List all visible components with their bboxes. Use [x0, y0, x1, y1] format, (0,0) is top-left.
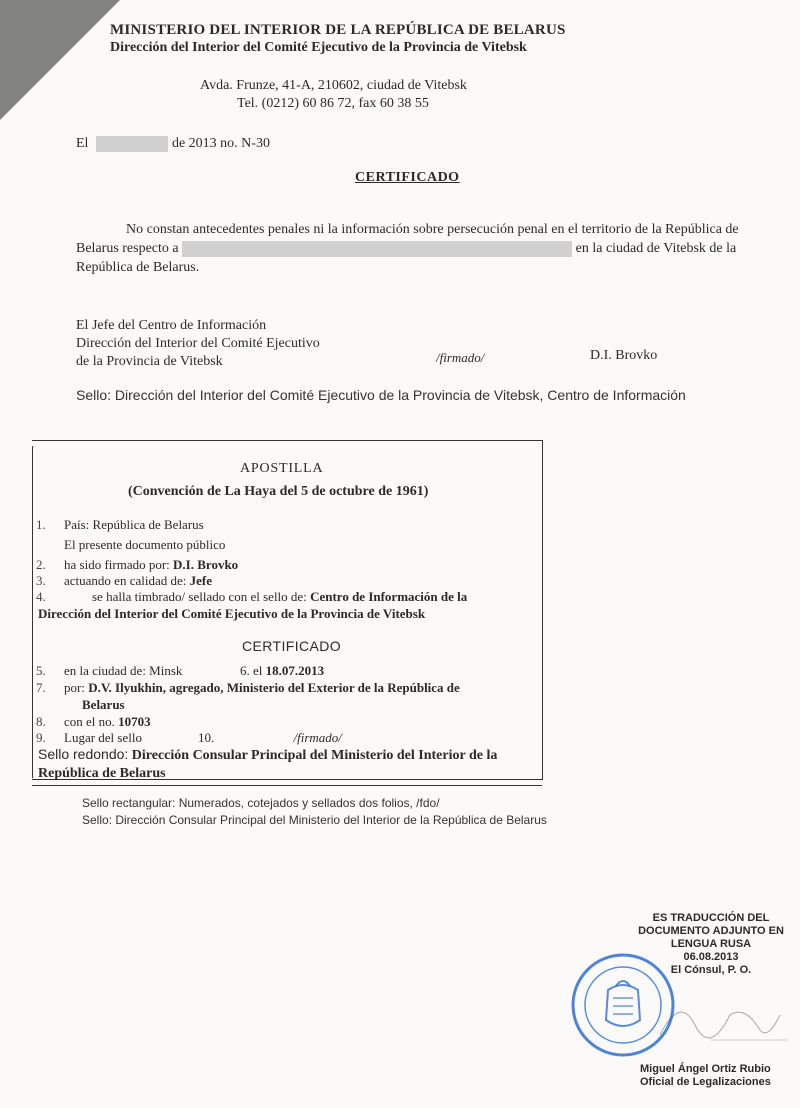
signatory-line-3: de la Provincia de Vitebsk [76, 354, 223, 369]
apostille-subtitle: (Convención de La Haya del 5 de octubre de 1961) [128, 484, 429, 499]
redacted-name [182, 241, 572, 257]
apostille-item-2: 2. ha sido firmado por: D.I. Brovko [36, 557, 239, 572]
signed-mark: /firmado/ [436, 350, 485, 365]
department-heading: Dirección del Interior del Comité Ejecutivo de la Provincia de Vitebsk [110, 40, 527, 55]
consul-role: Oficial de Legalizaciones [640, 1076, 771, 1088]
apostille-item-1: 1. País: República de Belarus [36, 517, 204, 532]
apostille-certificado: CERTIFICADO [242, 638, 342, 654]
apostille-item-10: 10. /firmado/ [198, 730, 342, 745]
date-line [76, 136, 270, 152]
apostille-item-4: 4. se halla timbrado/ sellado con el sello de: Centro de Información de la [36, 589, 468, 604]
apostille-item-5: 5. en la ciudad de: Minsk [36, 663, 183, 678]
ministry-heading: MINISTERIO DEL INTERIOR DE LA REPÚBLICA DE BELARUS [110, 22, 566, 38]
seal-line: Sello: Dirección del Interior del Comité Ejecutivo de la Provincia de Vitebsk, Centro de Información [76, 387, 686, 403]
consul-signature-block [640, 1063, 771, 1089]
apostille-item-7: 7. por: D.V. Ilyukhin, agregado, Ministerio del Exterior de la República de [36, 680, 460, 695]
apostille-left-border [32, 446, 33, 778]
apostille-item-9: 9. Lugar del sello [36, 730, 142, 745]
certificate-body [76, 220, 756, 277]
apostille-item-4-cont: Dirección del Interior del Comité Ejecutivo de la Provincia de Vitebsk [38, 606, 426, 621]
apostille-item-6: 6. el 18.07.2013 [240, 663, 325, 678]
signatory-line-2: Dirección del Interior del Comité Ejecutivo [76, 336, 320, 351]
footer-line-1: Sello rectangular: Numerados, cotejados y sellados dos folios, /fdo/ [82, 796, 440, 810]
body-part-2: en la ciudad de Vitebsk de la República de Belarus. [76, 241, 737, 275]
signatory-block [76, 317, 320, 371]
handwritten-signature-icon [650, 985, 790, 1055]
signatory-name: D.I. Brovko [590, 348, 658, 363]
date-suffix: de 2013 no. N-30 [171, 136, 270, 152]
folded-corner-shadow [0, 0, 120, 120]
apostille-seal-line: Sello redondo: Dirección Consular Principal del Ministerio del Interior de la República de Belarus [38, 746, 498, 781]
redacted-date [96, 136, 168, 152]
certificate-title: CERTIFICADO [355, 170, 460, 185]
body-part-1: No constan antecedentes penales ni la información sobre persecución penal en el territorio de la República de Belarus respecto a [76, 222, 739, 256]
footer-line-2: Sello: Dirección Consular Principal del Ministerio del Interior de la República de Belarus [82, 813, 547, 827]
apostille-bottom-border [32, 785, 542, 786]
apostille-item-7-cont: Belarus [82, 697, 125, 712]
apostille-item-3: 3. actuando en calidad de: Jefe [36, 573, 212, 588]
phone-line: Tel. (0212) 60 86 72, fax 60 38 55 [237, 96, 429, 111]
consul-name: Miguel Ángel Ortiz Rubio [640, 1063, 771, 1075]
apostille-item-1b: El presente documento público [64, 537, 226, 552]
apostille-item-8: 8. con el no. 10703 [36, 714, 151, 729]
address-line: Avda. Frunze, 41-A, 210602, ciudad de Vitebsk [200, 78, 467, 93]
translation-stamp: ES TRADUCCIÓN DEL DOCUMENTO ADJUNTO EN LENGUA RUSA 06.08.2013 El Cónsul, P. O. [638, 912, 784, 976]
apostille-title: APOSTILLA [240, 461, 324, 476]
date-prefix: El [76, 136, 89, 152]
signatory-line-1: El Jefe del Centro de Información [76, 318, 267, 333]
